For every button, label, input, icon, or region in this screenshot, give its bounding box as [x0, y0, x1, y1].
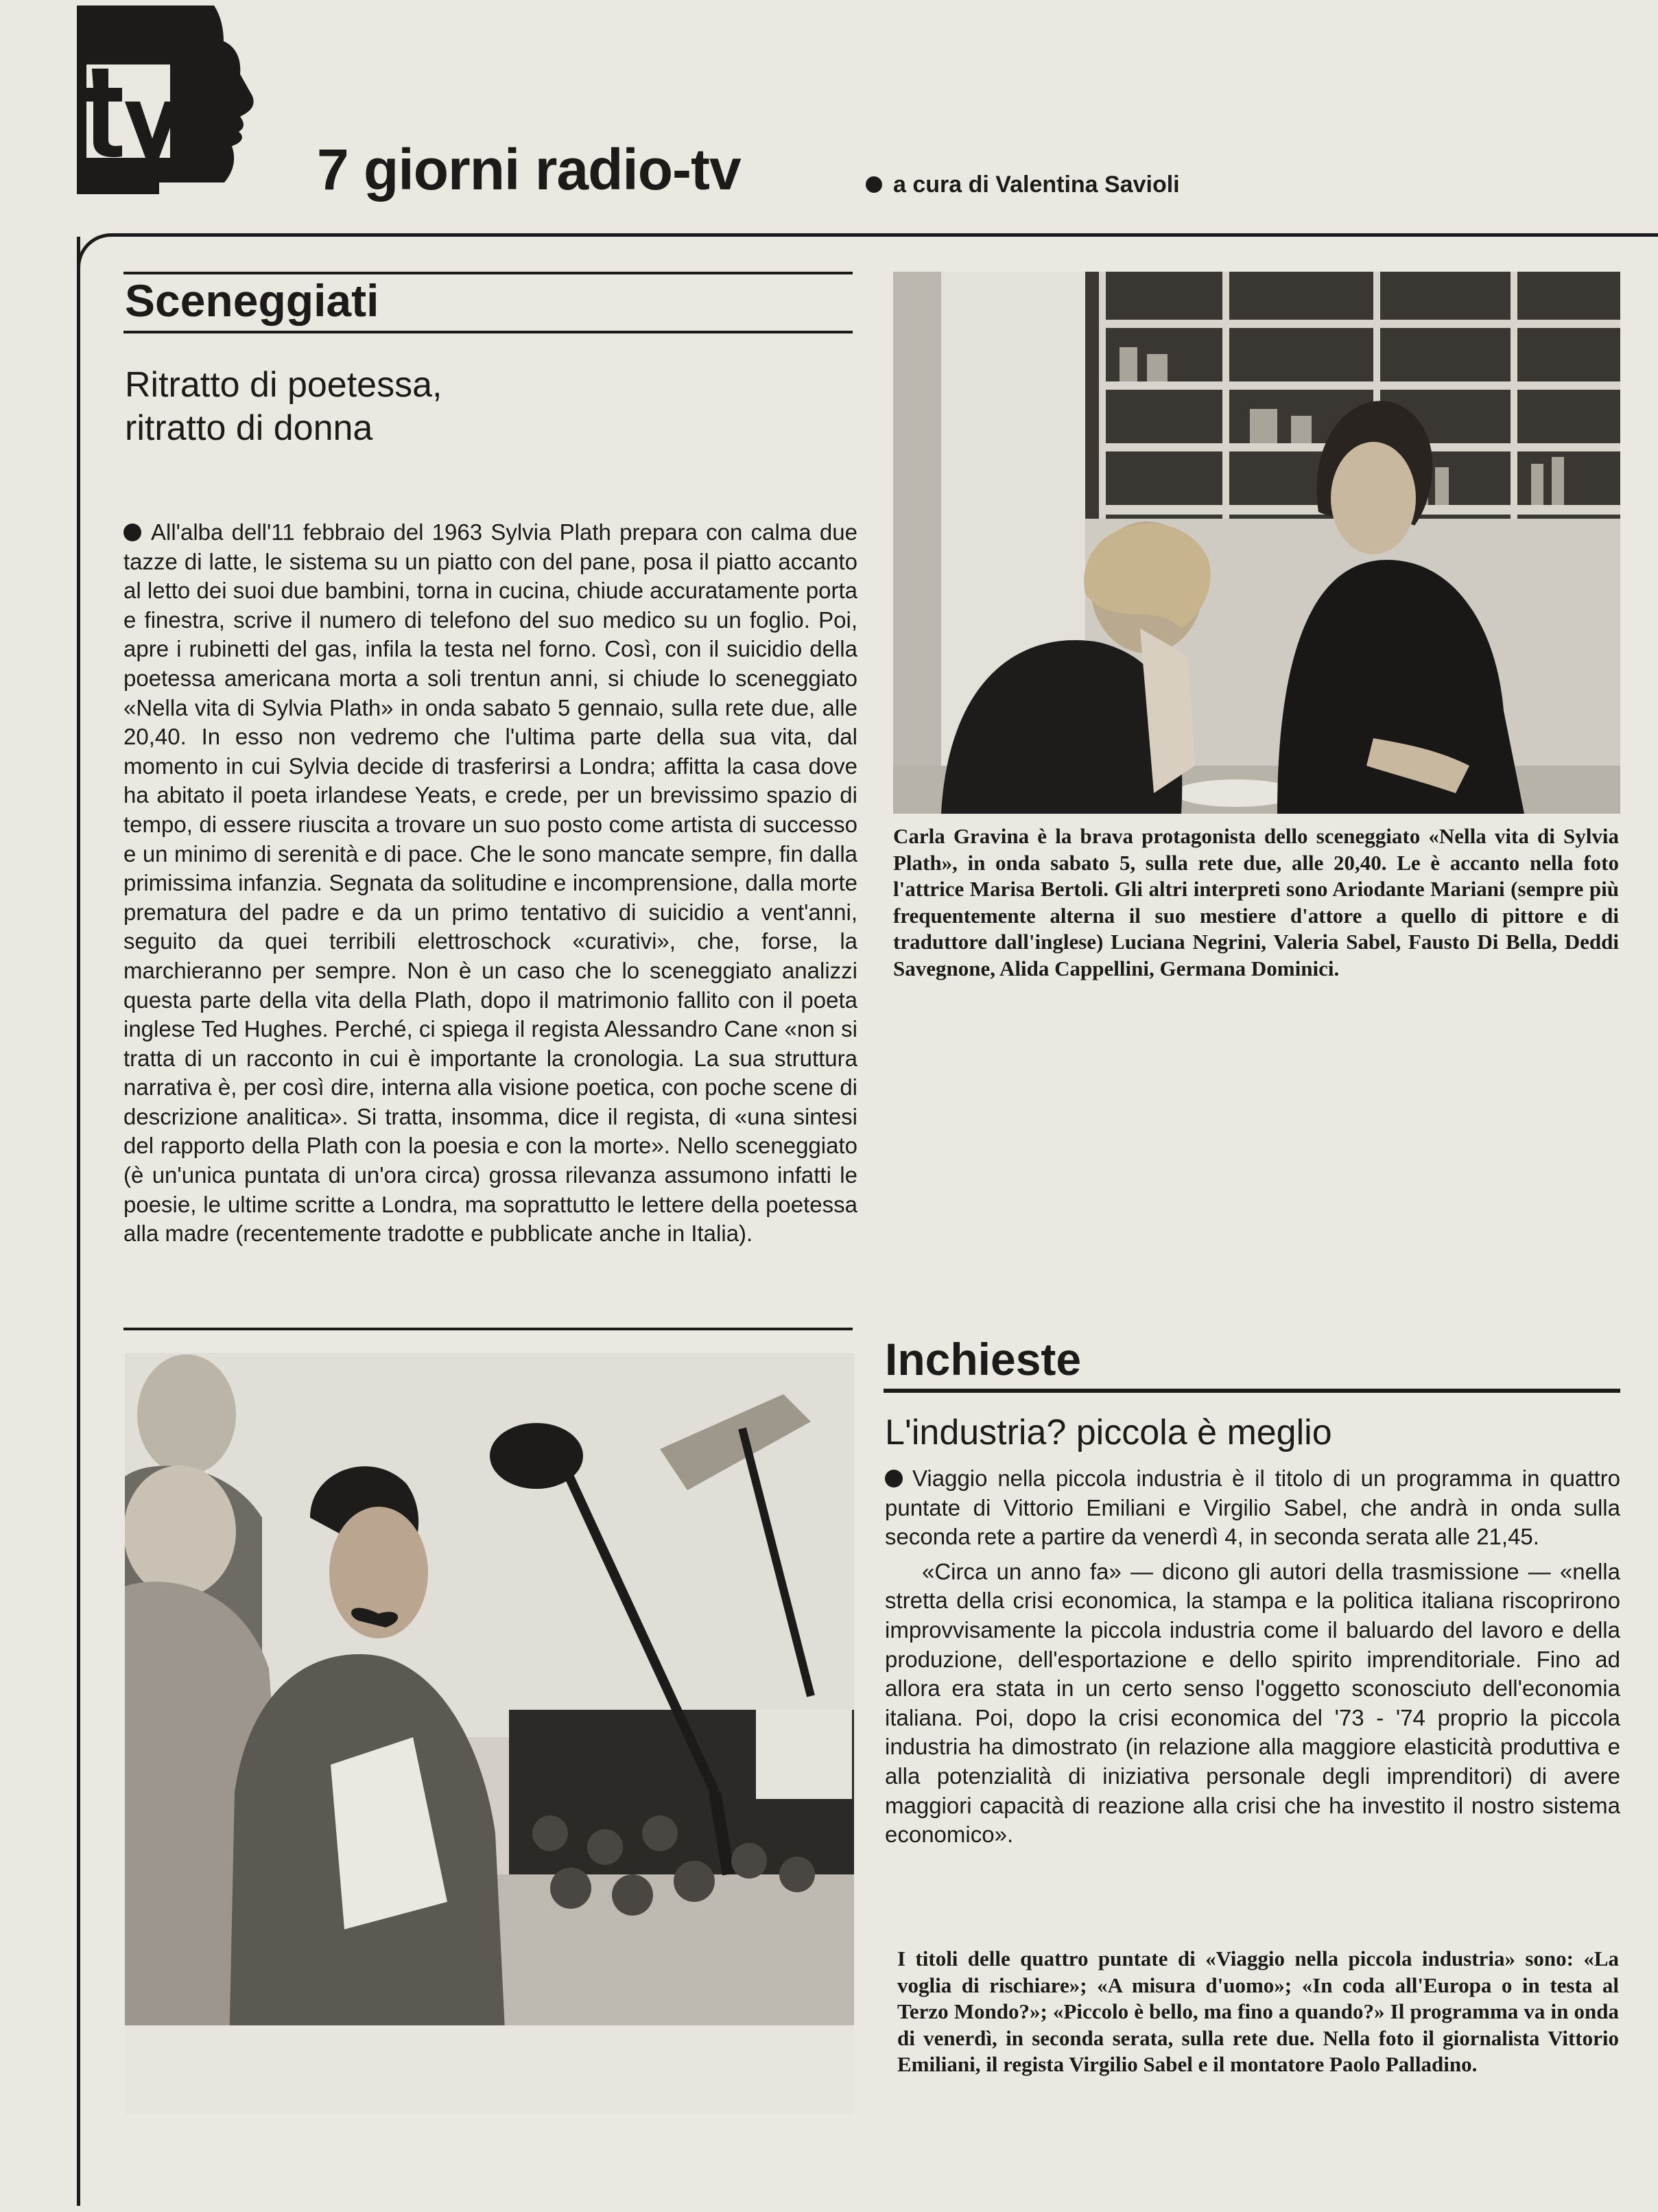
inchieste-heading: Inchieste [885, 1334, 1082, 1385]
kitchen-scene-photo [893, 272, 1620, 814]
inchieste-body [885, 1464, 1620, 1850]
sceneggiati-title [125, 364, 442, 451]
paragraph-bullet [123, 523, 141, 541]
sceneggiati-title-line2: ritratto di donna [125, 408, 373, 449]
tv-logo [77, 5, 283, 194]
sceneggiati-caption: Carla Gravina è la brava protagonista dello sceneggiato «Nella vita di Sylvia Plath», in onda sabato 5, sulla rete due, alle 20,40. Le è accanto nella foto l'attrice Marisa Bertoli. Gli altri interpreti sono Ariodante Mariani (sempre più frequentemente alterna il suo mestiere d'attore a quello di pittore e di traduttore dall'inglese) Luciana Negrini, Valeria Sabel, Fausto Di Bella, Deddi Savegnone, Alida Cappellini, Germana Dominici. [893, 824, 1619, 980]
inchieste-title: L'industria? piccola è meglio [885, 1413, 1332, 1452]
paragraph-bullet [885, 1470, 903, 1487]
inchieste-rule [884, 1389, 1620, 1393]
frame-top-rule [283, 233, 1658, 237]
sceneggiati-body-left [123, 518, 857, 1249]
sceneggiati-text-left: All'alba dell'11 febbraio del 1963 Sylvia Plath prepara con calma due tazze di latte, le sistema su un piatto con del pane, posa il piatto accanto al letto dei suoi due bambini, torna in cucina, chiude accuratamente porta e finestra, scrive il numero di telefono del suo medico su un foglio. Poi, apre i rubinetti del gas, infila la testa nel forno. Così, con il suicidio della poetessa americana morta a soli trentun anni, si chiude lo sceneggiato «Nella vita di Sylvia Plath» in onda sabato 5 gennaio, sulla rete due, alle 20,40. In esso non vedremo che l'ultima parte della sua vita, dal momento in cui Sylvia decide di trasferirsi a Londra; affitta la casa dove ha abitato il poeta irlandese Yeats, e crede, per un brevissimo spazio di tempo, di essere riuscita a trovare un suo posto come artista di successo e un minimo di serenità e di pace. Che le sono mancate sempre, fin dalla primissima infanzia. Segnata da solitudine e incomprensione, dalla morte prematura del padre e da un primo tentativo di suicidio a vent'anni, seguito da quei terribili elettroschock «curativi», che, forse, la marchieranno per sempre. Non è un caso che lo sceneggiato analizzi questa parte della vita della Plath, dopo il matrimonio fallito con il poeta inglese Ted Hughes. Perché, ci spiega il regista Alessandro Cane «non si tratta di un racconto in cui è importante la cronologia. La sua struttura narrativa è, per così dire, interna alla visione poetica, con poche scene di descrizione analitica». Si tratta, insomma, dice il regista, di «una sintesi del rapporto della Plath con la poesia e con la morte». Nello sceneggiato (è un'unica puntata di un'ora circa) grossa rilevanza assumono infatti le poesie, le ultime scritte a Londra, ma soprattutto le lettere della poetessa alla madre (recentemente tradotte e pubblicate anche in Italia). [123, 519, 857, 1247]
frame-left-rule [77, 237, 80, 2206]
inchieste-left-rule [123, 1328, 853, 1330]
section-title: 7 giorni radio-tv [317, 137, 741, 202]
inchieste-caption: I titoli delle quattro puntate di «Viaggio nella piccola industria» sono: «La voglia di rischiare»; «A misura d'uomo»; «In coda all'Europa o in testa al Terzo Mondo?»; «Piccolo è bello, ma fino a quando?» Il programma va in onda di venerdì, in seconda serata, sulla rete due. Nella foto il giornalista Vittorio Emiliani, il regista Virgilio Sabel e il montatore Paolo Palladino. [897, 1946, 1619, 2076]
editing-room-photo [125, 1353, 854, 2115]
inchieste-paragraph-1 [885, 1464, 1620, 1552]
inchieste-paragraph-2: «Circa un anno fa» — dicono gli autori della trasmissione — «nella stretta della crisi economica, la stampa e la politica italiana riscoprirono improvvisamente la piccola industria come il baluardo del lavoro e della produzione, dell'esportazione e dello spirito imprenditoriale. Fino ad allora era stata in un certo senso l'oggetto sconosciuto dell'economia italiana. Poi, dopo la crisi economica del '73 - '74 proprio la piccola industria ha dimostrato (in relazione alla maggiore elasticità produttiva e alla potenzialità di iniziativa personale degli imprenditori) di avere maggiori capacità di reazione alla crisi che ha investito il nostro sistema economico». [885, 1558, 1620, 1848]
sceneggiati-top-rule [123, 272, 853, 274]
byline: a cura di Valentina Savioli [893, 172, 1180, 198]
inchieste-para1-text: Viaggio nella piccola industria è il titolo di un programma in quattro puntate di Vittorio Emiliani e Virgilio Sabel, che andrà in onda sulla seconda rete a partire da venerdì 4, in seconda serata alle 21,45. [885, 1466, 1620, 1550]
frame-corner [77, 233, 283, 274]
sceneggiati-title-line1: Ritratto di poetessa, [125, 365, 442, 405]
sceneggiati-heading: Sceneggiati [125, 275, 379, 326]
byline-bullet [866, 176, 882, 193]
sceneggiati-bottom-rule [123, 331, 853, 333]
